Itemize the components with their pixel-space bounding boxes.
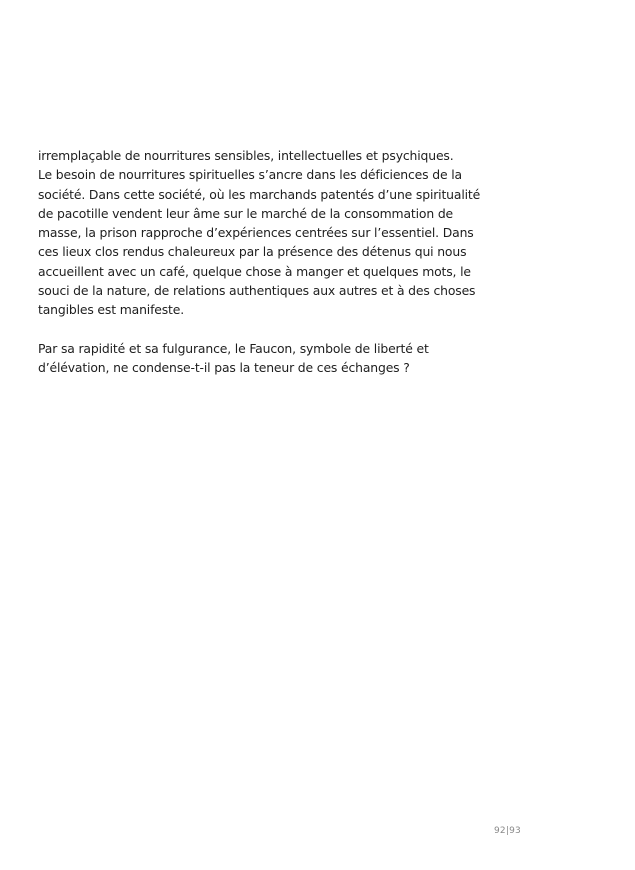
- text-line: Par sa rapidité et sa fulgurance, le Faucon, symbole de liberté et: [38, 340, 429, 356]
- text-line: accueillent avec un café, quelque chose à manger et quelques mots, le: [38, 263, 471, 279]
- text-line: Le besoin de nourritures spirituelles s’ancre dans les déficiences de la: [38, 167, 462, 183]
- text-line: d’élévation, ne condense-t-il pas la teneur de ces échanges ?: [38, 360, 410, 376]
- text-line: souci de la nature, de relations authentiques aux autres et à des choses: [38, 283, 476, 299]
- body-text: [38, 146, 481, 397]
- text-line: irremplaçable de nourritures sensibles, intellectuelles et psychiques.: [38, 148, 454, 163]
- text-line: ces lieux clos rendus chaleureux par la présence des détenus qui nous: [38, 244, 467, 260]
- paragraph-2: [38, 339, 478, 378]
- text-line: société. Dans cette société, où les marchands patentés d’une spiritualité: [38, 186, 481, 202]
- page-number: 92|93: [494, 826, 521, 836]
- text-line: tangibles est manifeste.: [38, 302, 185, 318]
- text-line: masse, la prison rapproche d’expériences centrées sur l’essentiel. Dans: [38, 225, 474, 241]
- paragraph-1: [38, 146, 481, 320]
- text-line: de pacotille vendent leur âme sur le marché de la consommation de: [38, 205, 454, 221]
